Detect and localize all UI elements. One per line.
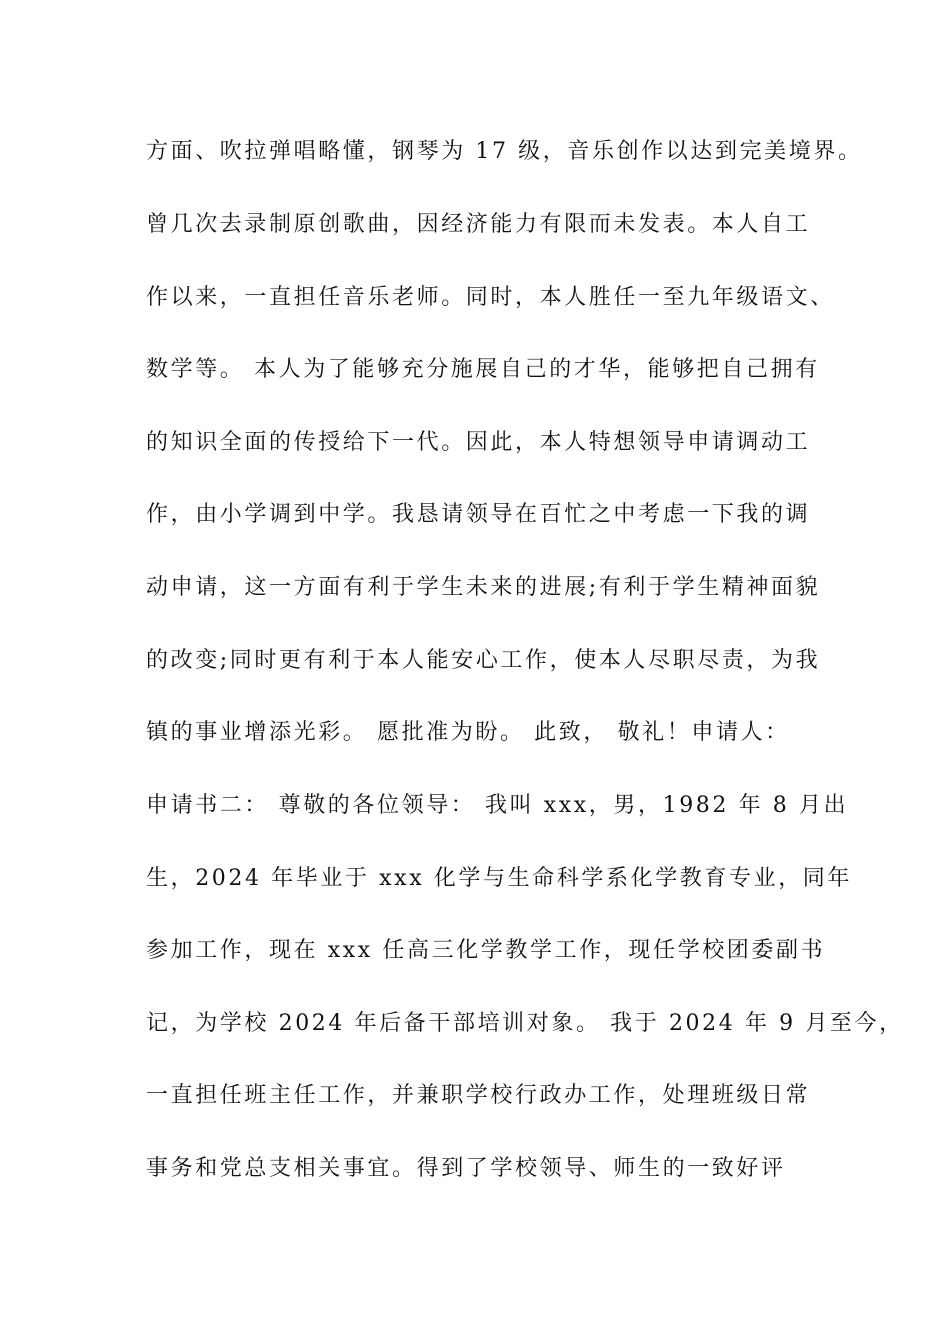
text-line-10: 申请书二： 尊敬的各位领导： 我叫 xxx，男，1982 年 8 月出	[146, 793, 849, 818]
text-line-1: 方面、吹拉弹唱略懂，钢琴为 17 级，音乐创作以达到完美境界。	[146, 139, 863, 164]
text-line-8: 的改变;同时更有利于本人能安心工作，使本人尽职尽责，为我	[146, 648, 821, 673]
text-line-2: 曾几次去录制原创歌曲，因经济能力有限而未发表。本人自工	[146, 212, 811, 237]
text-line-12: 参加工作，现在 xxx 任高三化学教学工作，现任学校团委副书	[146, 938, 826, 963]
text-line-15: 事务和党总支相关事宜。得到了学校领导、师生的一致好评	[146, 1156, 786, 1181]
text-line-14: 一直担任班主任工作，并兼职学校行政办工作，处理班级日常	[146, 1083, 811, 1108]
text-line-7: 动申请，这一方面有利于学生未来的进展;有利于学生精神面貌	[146, 575, 821, 600]
text-line-5: 的知识全面的传授给下一代。因此，本人特想领导申请调动工	[146, 430, 811, 455]
text-line-9: 镇的事业增添光彩。 愿批准为盼。 此致， 敬礼！申请人：	[146, 720, 790, 745]
text-line-6: 作，由小学调到中学。我恳请领导在百忙之中考虑一下我的调	[146, 502, 811, 527]
text-line-13: 记，为学校 2024 年后备干部培训对象。 我于 2024 年 9 月至今，	[146, 1011, 904, 1036]
text-line-3: 作以来，一直担任音乐老师。同时，本人胜任一至九年级语文、	[146, 285, 835, 310]
text-line-4: 数学等。 本人为了能够充分施展自己的才华，能够把自己拥有	[146, 357, 820, 382]
text-line-11: 生，2024 年毕业于 xxx 化学与生命科学系化学教育专业，同年	[146, 866, 852, 891]
